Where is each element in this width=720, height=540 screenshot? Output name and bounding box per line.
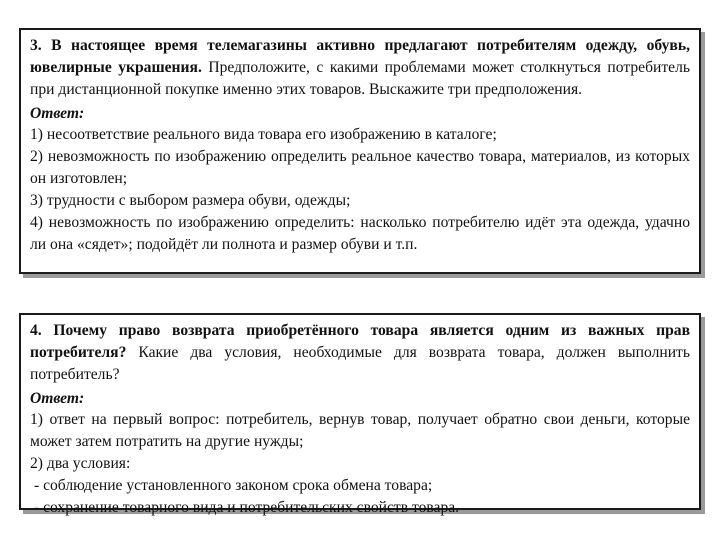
answer-4-condition-1: - соблюдение установленного законом срока обмена товара;	[34, 477, 433, 494]
answer-label-4: Ответ:	[30, 390, 85, 407]
answer-4-condition-2: - сохранение товарного вида и потребительских свойств товара.	[34, 499, 460, 516]
question-card-4	[19, 313, 701, 516]
answer-4-item-2: 2) два условия:	[30, 455, 131, 472]
answer-3-item-1: 1) несоответствие реального вида товара его изображению в каталоге;	[30, 126, 497, 143]
question-4-text: Какие два условия, необходимые для возврата товара, должен выполнить потребитель?	[30, 344, 690, 383]
question-4-bold: 4. Почему право возврата приобретённого товара является одним из важных прав потребителя?	[30, 322, 690, 361]
answer-3-item-4: 4) невозможность по изображению определить: насколько потребителю идёт эта одежда, удачно ли она «сядет»; подойдёт ли полнота и размер обуви и т.п.	[30, 214, 690, 253]
answer-3-item-3: 3) трудности с выбором размера обуви, одежды;	[30, 192, 351, 209]
question-3-bold: 3. В настоящее время телемагазины активно предлагают потребителям одежду, обувь, ювелирные украшения.	[30, 37, 690, 76]
question-4	[30, 320, 690, 386]
answer-label-3: Ответ:	[30, 105, 85, 122]
question-3-text: Предположите, с какими проблемами может столкнуться потребитель при дистанционной покупке именно этих товаров. Выскажите три предположения.	[30, 59, 690, 98]
answer-4-item-1: 1) ответ на первый вопрос: потребитель, вернув товар, получает обратно свои деньги, которые может затем потратить на другие нужды;	[30, 411, 690, 450]
answer-3-item-2: 2) невозможность по изображению определить реальное качество товара, материалов, из которых он изготовлен;	[30, 148, 690, 187]
question-card-3	[19, 28, 701, 274]
question-3	[30, 35, 690, 101]
